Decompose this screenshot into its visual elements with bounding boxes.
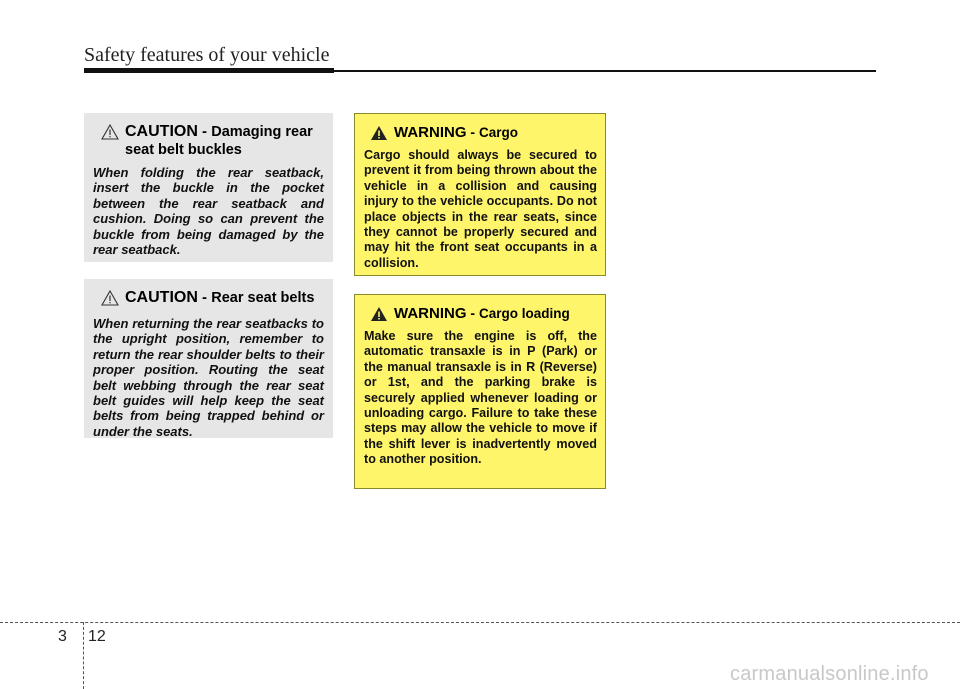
warning-subtitle: Cargo loading bbox=[478, 306, 570, 321]
warning-box-cargo bbox=[354, 113, 606, 276]
caution-box-rear-seat-belts bbox=[84, 279, 333, 438]
caution-subtitle: Rear seat belts bbox=[211, 290, 315, 306]
warning-keyword: WARNING bbox=[394, 124, 467, 141]
page-number: 12 bbox=[88, 628, 106, 645]
warning-keyword: WARNING bbox=[394, 305, 467, 322]
warning-body: Cargo should always be secured to prevent it from being thrown about the vehicle in a collision and causing injury to the vehicle occupants. Do not place objects in the rear seats, since they cannot be properly secured and may hit the front seat occupants in a collision. bbox=[364, 148, 597, 270]
watermark: carmanualsonline.info bbox=[730, 663, 929, 685]
caution-heading: CAUTION - Rear seat belts bbox=[93, 289, 324, 310]
footer-rule bbox=[0, 622, 960, 623]
page-header-title: Safety features of your vehicle bbox=[84, 44, 330, 66]
caution-subtitle: Damaging rear seat belt buckles bbox=[125, 124, 313, 158]
warning-filled-triangle-icon bbox=[370, 306, 388, 326]
caution-keyword: CAUTION bbox=[125, 289, 198, 306]
warning-box-cargo-loading bbox=[354, 294, 606, 489]
header-rule-thick bbox=[84, 68, 334, 73]
caution-body: When folding the rear seatback, insert the buckle in the pocket between the rear seatback and cushion. Doing so can prevent the buckle from being damaged by the rear seatback. bbox=[93, 165, 324, 258]
footer-vertical-rule bbox=[83, 622, 84, 689]
caution-body: When returning the rear seatbacks to the upright position, remember to return the rear shoulder belts to their proper position. Routing the seat belt webbing through the rear seat belt guides will help keep the seat belts from being trapped behind or under the seats. bbox=[93, 316, 324, 439]
caution-outline-triangle-icon bbox=[101, 290, 119, 310]
caution-keyword: CAUTION bbox=[125, 123, 198, 140]
warning-heading: WARNING - Cargo bbox=[364, 124, 597, 145]
warning-heading: WARNING - Cargo loading bbox=[364, 305, 597, 326]
caution-heading: CAUTION - Damaging rear seat belt buckles bbox=[93, 123, 324, 159]
caution-box-buckles bbox=[84, 113, 333, 262]
warning-body: Make sure the engine is off, the automatic transaxle is in P (Park) or the manual transaxle is in R (Reverse) or 1st, and the parking brake is securely applied whenever loading or unloading cargo. Failure to take these steps may allow the vehicle to move if the shift lever is inadvertently moved to another position. bbox=[364, 329, 597, 467]
warning-filled-triangle-icon bbox=[370, 125, 388, 145]
chapter-number: 3 bbox=[58, 628, 67, 645]
header-rule-thin bbox=[334, 70, 876, 72]
caution-outline-triangle-icon bbox=[101, 124, 119, 144]
warning-subtitle: Cargo bbox=[478, 125, 518, 140]
